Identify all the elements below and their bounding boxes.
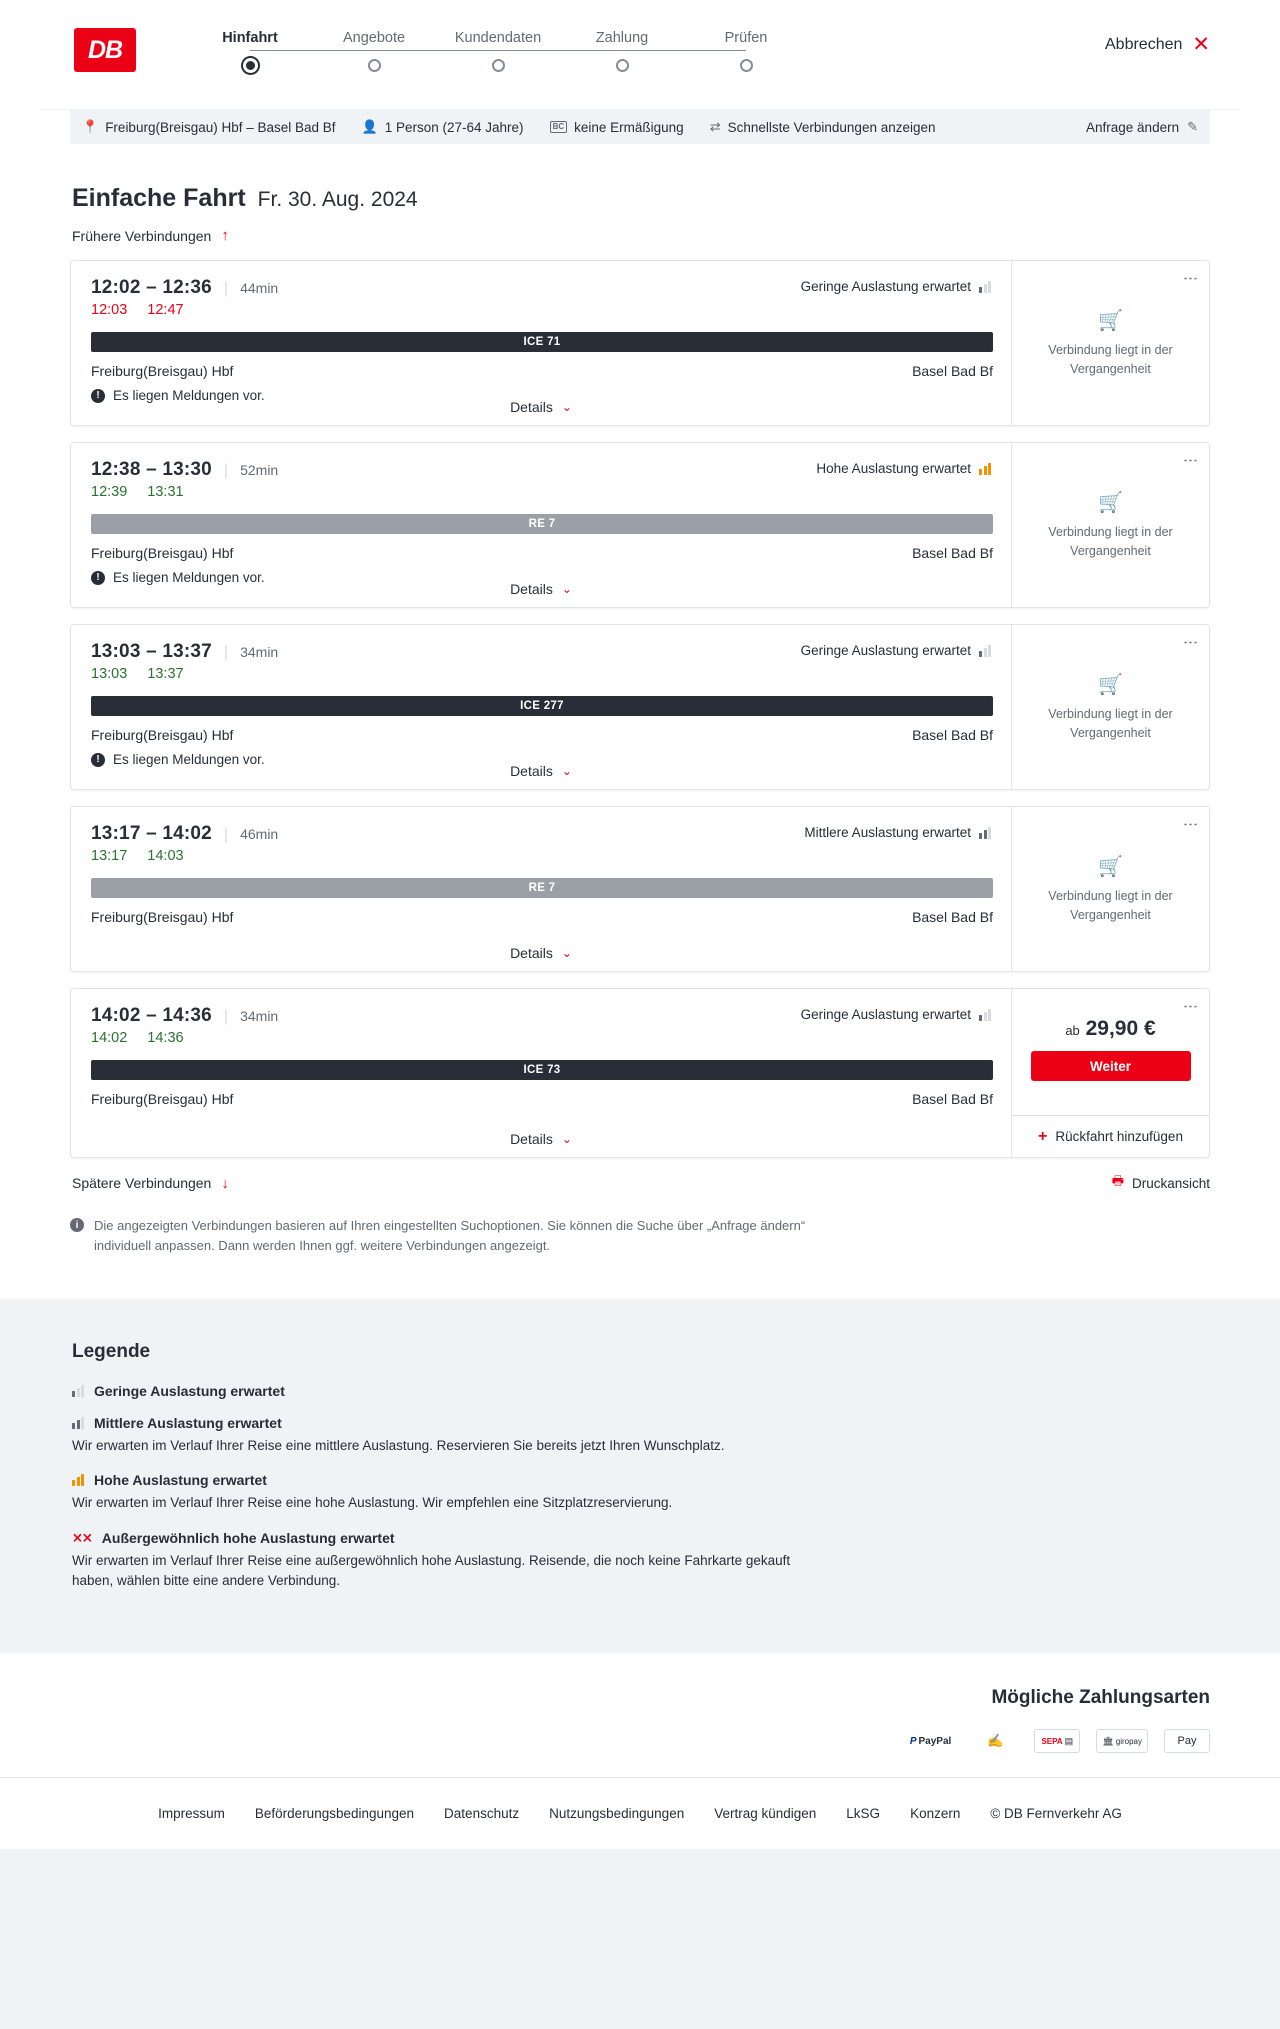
past-connection-notice — [1024, 490, 1197, 559]
connection-realtime — [91, 1030, 993, 1046]
connection-utilization — [804, 825, 991, 840]
destination-station: Basel Bad Bf — [912, 909, 993, 925]
payment-icon-apple-pay: Pay — [1164, 1729, 1210, 1753]
summary-route[interactable] — [82, 119, 336, 135]
offer-price: ab 29,90 € — [1065, 1017, 1156, 1040]
step-dot — [368, 59, 381, 72]
connection-stations — [91, 909, 993, 925]
summary-sort-label: Schnellste Verbindungen anzeigen — [727, 119, 936, 135]
train-line-badge[interactable]: RE 7 — [91, 878, 993, 898]
legend-item-label: Mittlere Auslastung erwartet — [94, 1415, 282, 1431]
summary-passengers-label: 1 Person (27-64 Jahre) — [384, 119, 524, 135]
edit-request-button[interactable] — [1086, 119, 1198, 135]
step-label: Kundendaten — [454, 30, 542, 46]
cancel-label: Abbrechen — [1105, 35, 1183, 53]
connection-details — [71, 807, 1011, 971]
step-label: Hinfahrt — [222, 30, 278, 46]
connection-offer — [1011, 989, 1209, 1157]
legend-item-head — [72, 1472, 1210, 1488]
later-label: Spätere Verbindungen — [72, 1175, 212, 1191]
utilization-icon — [72, 1385, 84, 1397]
edit-request-label: Anfrage ändern — [1086, 119, 1180, 135]
footer-copyright: © DB Fernverkehr AG — [990, 1806, 1122, 1821]
search-summary-bar — [70, 110, 1210, 144]
details-toggle[interactable] — [71, 581, 1011, 597]
later-connections-button[interactable] — [70, 1175, 229, 1192]
legend-item-desc: Wir erwarten im Verlauf Ihrer Reise eine hohe Auslastung. Wir empfehlen eine Sitzplatzreservierung. — [72, 1495, 673, 1511]
list-footer-row — [70, 1172, 1210, 1194]
notice-label: Es liegen Meldungen vor. — [113, 570, 265, 585]
cancel-button[interactable] — [1105, 34, 1210, 55]
page-title-date: Fr. 30. Aug. 2024 — [257, 188, 418, 211]
realtime-arrival: 13:37 — [147, 666, 184, 682]
connection-details — [71, 261, 1011, 425]
details-toggle[interactable] — [71, 945, 1011, 961]
connection-utilization — [801, 643, 991, 658]
footer-link-impressum[interactable]: Impressum — [158, 1806, 225, 1821]
realtime-arrival: 13:31 — [147, 484, 184, 500]
connection-offer — [1011, 625, 1209, 789]
cart-icon: 🛒 — [1098, 310, 1123, 333]
connection-realtime — [91, 848, 993, 864]
close-icon: ✕ — [1192, 33, 1210, 56]
connection-duration: 44min — [240, 280, 279, 296]
alert-icon: ! — [91, 571, 105, 585]
realtime-departure: 12:39 — [91, 484, 128, 500]
origin-station: Freiburg(Breisgau) Hbf — [91, 909, 234, 925]
realtime-departure: 14:02 — [91, 1030, 128, 1046]
legend-item-label: Außergewöhnlich hohe Auslastung erwartet — [101, 1529, 395, 1546]
legend-item — [70, 1415, 1210, 1456]
details-label: Details — [510, 399, 553, 415]
connection-card[interactable] — [70, 806, 1210, 972]
connection-card[interactable] — [70, 442, 1210, 608]
legend-item-head — [72, 1415, 1210, 1431]
continue-button[interactable]: Weiter — [1031, 1051, 1191, 1081]
utilization-icon — [979, 463, 991, 475]
connection-utilization — [801, 279, 991, 294]
step-dot — [492, 59, 505, 72]
connection-duration: 34min — [240, 644, 279, 660]
search-options-info — [70, 1216, 830, 1299]
legend-items — [70, 1383, 1210, 1591]
pencil-icon: ✎ — [1187, 119, 1198, 134]
connection-offer — [1011, 443, 1209, 607]
past-connection-label: Verbindung liegt in der Vergangenheit — [1048, 707, 1173, 740]
utilization-icon — [979, 281, 991, 293]
details-toggle[interactable] — [71, 399, 1011, 415]
connection-card[interactable] — [70, 988, 1210, 1158]
origin-station: Freiburg(Breisgau) Hbf — [91, 545, 234, 561]
connection-details — [71, 625, 1011, 789]
utilization-icon — [72, 1417, 84, 1429]
realtime-departure: 13:03 — [91, 666, 128, 682]
destination-station: Basel Bad Bf — [912, 727, 993, 743]
chevron-down-icon: ⌄ — [561, 1132, 572, 1146]
legend-section — [0, 1299, 1280, 1653]
page-title-text: Einfache Fahrt — [72, 184, 246, 212]
connection-details — [71, 443, 1011, 607]
footer-link-datenschutz[interactable]: Datenschutz — [444, 1806, 520, 1821]
chevron-down-icon: ⌄ — [561, 400, 572, 414]
details-label: Details — [510, 945, 553, 961]
notice-label: Es liegen Meldungen vor. — [113, 388, 265, 403]
realtime-arrival: 12:47 — [147, 302, 184, 318]
connection-card[interactable] — [70, 624, 1210, 790]
earlier-connections-button[interactable] — [70, 227, 1210, 244]
page-title — [70, 184, 1210, 213]
legend-item — [70, 1383, 1210, 1399]
more-options-icon[interactable]: ⋮ — [1182, 999, 1199, 1014]
alert-icon: ! — [91, 389, 105, 403]
utilization-xhigh-icon: ⨯⨯ — [72, 1529, 92, 1545]
connection-time-range: 14:02 – 14:36 — [91, 1005, 212, 1026]
print-view-button[interactable] — [1112, 1172, 1210, 1194]
details-label: Details — [510, 763, 553, 779]
connection-realtime — [91, 484, 993, 500]
destination-station: Basel Bad Bf — [912, 363, 993, 379]
legend-item — [70, 1530, 1210, 1592]
cart-icon: 🛒 — [1098, 674, 1123, 697]
legend-item-label: Geringe Auslastung erwartet — [94, 1383, 285, 1399]
step-zahlung[interactable] — [560, 30, 684, 72]
connection-offer — [1011, 807, 1209, 971]
page-footer — [0, 1777, 1280, 1849]
payments-title: Mögliche Zahlungsarten — [991, 1687, 1210, 1708]
db-logo[interactable] — [74, 28, 136, 72]
connection-duration: 46min — [240, 826, 279, 842]
more-options-icon[interactable]: ⋮ — [1182, 453, 1199, 468]
utilization-label: Geringe Auslastung erwartet — [800, 643, 971, 658]
earlier-label: Frühere Verbindungen — [72, 227, 212, 244]
step-dot — [740, 59, 753, 72]
header-bar — [40, 0, 1240, 110]
progress-stepper — [188, 30, 808, 72]
past-connection-label: Verbindung liegt in der Vergangenheit — [1048, 343, 1173, 376]
chevron-down-icon: ⌄ — [561, 946, 572, 960]
past-connection-label: Verbindung liegt in der Vergangenheit — [1048, 525, 1173, 558]
step-dot — [616, 59, 629, 72]
realtime-departure: 13:17 — [91, 848, 128, 864]
summary-discount-label: keine Ermäßigung — [574, 119, 684, 135]
connection-duration: 34min — [240, 1008, 279, 1024]
add-return-label: Rückfahrt hinzufügen — [1055, 1129, 1183, 1144]
payment-icon-sepa: SEPA ▤ — [1034, 1729, 1080, 1753]
connection-details — [71, 989, 1011, 1157]
payment-icon-paypal: P PayPal — [905, 1729, 956, 1753]
origin-station: Freiburg(Breisgau) Hbf — [91, 727, 234, 743]
train-line-badge[interactable]: ICE 71 — [91, 332, 993, 352]
bahncard-icon: BC — [550, 121, 568, 133]
legend-item-head — [72, 1530, 1210, 1546]
payment-icon-lastschrift: ✍ — [972, 1729, 1018, 1753]
footer-link-beförderungsbedingungen[interactable]: Beförderungsbedingungen — [254, 1806, 415, 1821]
connection-stations — [91, 545, 993, 561]
origin-station: Freiburg(Breisgau) Hbf — [91, 1091, 234, 1107]
arrow-up-icon: ↑ — [221, 227, 229, 244]
destination-station: Basel Bad Bf — [912, 545, 993, 561]
connection-time-range: 12:02 – 12:36 — [91, 277, 212, 298]
legend-item — [70, 1472, 1210, 1513]
step-hinfahrt[interactable] — [188, 30, 312, 70]
past-connection-notice — [1024, 672, 1197, 741]
legend-item-desc: Wir erwarten im Verlauf Ihrer Reise eine mittlere Auslastung. Reservieren Sie bereits jetzt Ihren Wunschplatz. — [72, 1438, 725, 1453]
cart-icon: 🛒 — [1098, 856, 1123, 879]
details-label: Details — [510, 581, 553, 597]
step-angebote[interactable] — [312, 30, 436, 72]
printer-icon: 🖶 — [1111, 1173, 1124, 1188]
connection-list — [70, 260, 1210, 1158]
details-label: Details — [510, 1131, 553, 1147]
chevron-down-icon: ⌄ — [561, 764, 572, 778]
info-icon: i — [70, 1218, 84, 1232]
more-options-icon[interactable]: ⋮ — [1182, 817, 1199, 832]
utilization-icon — [979, 1009, 991, 1021]
utilization-label: Hohe Auslastung erwartet — [816, 461, 971, 476]
summary-sort[interactable] — [710, 119, 936, 135]
legend-title: Legende — [72, 1341, 151, 1362]
divider: | — [223, 462, 229, 479]
connection-realtime — [91, 666, 993, 682]
divider: | — [223, 280, 229, 297]
step-label: Zahlung — [595, 30, 649, 46]
divider: | — [223, 644, 229, 661]
train-line-badge[interactable]: ICE 73 — [91, 1060, 993, 1080]
divider: | — [223, 1008, 229, 1025]
train-line-badge[interactable]: RE 7 — [91, 514, 993, 534]
details-toggle[interactable] — [71, 1131, 1011, 1147]
connection-stations — [91, 727, 993, 743]
destination-station: Basel Bad Bf — [912, 1091, 993, 1107]
cart-icon: 🛒 — [1098, 492, 1123, 515]
connection-card[interactable] — [70, 260, 1210, 426]
connection-stations — [91, 363, 993, 379]
location-pin-icon: 📍 — [82, 119, 99, 134]
connection-realtime — [91, 302, 993, 318]
realtime-arrival: 14:36 — [147, 1030, 184, 1046]
train-line-badge[interactable]: ICE 277 — [91, 696, 993, 716]
connection-duration: 52min — [240, 462, 279, 478]
add-return-trip-button[interactable] — [1012, 1115, 1209, 1157]
realtime-departure: 12:03 — [91, 302, 128, 318]
main-content — [70, 144, 1210, 1299]
person-icon: 👤 — [361, 119, 378, 134]
db-logo-text: DB — [87, 35, 123, 64]
sort-icon: ⇄ — [709, 119, 721, 134]
chevron-down-icon: ⌄ — [561, 582, 572, 596]
connection-utilization — [816, 461, 991, 476]
utilization-icon — [979, 645, 991, 657]
connection-time-range: 13:03 – 13:37 — [91, 641, 212, 662]
footer-link-konzern[interactable]: Konzern — [910, 1806, 961, 1821]
arrow-down-icon: ↓ — [221, 1174, 229, 1192]
payment-icon-giropay: 🏛 giropay — [1096, 1729, 1148, 1753]
payment-method-icons — [70, 1729, 1210, 1753]
summary-passengers[interactable] — [362, 119, 524, 135]
connection-time-range: 12:38 – 13:30 — [91, 459, 212, 480]
legend-item-label: Hohe Auslastung erwartet — [94, 1472, 267, 1489]
price-prefix: ab — [1065, 1023, 1080, 1038]
utilization-label: Geringe Auslastung erwartet — [800, 279, 971, 294]
footer-link-lksg[interactable]: LkSG — [846, 1806, 881, 1821]
footer-link-nutzungsbedingungen[interactable]: Nutzungsbedingungen — [549, 1806, 685, 1821]
utilization-icon — [979, 827, 991, 839]
more-options-icon[interactable]: ⋮ — [1182, 271, 1199, 286]
notice-label: Es liegen Meldungen vor. — [113, 752, 265, 767]
step-kundendaten[interactable] — [436, 30, 560, 72]
utilization-icon — [72, 1474, 84, 1486]
footer-link-vertrag-kündigen[interactable]: Vertrag kündigen — [714, 1806, 817, 1821]
connection-time-range: 13:17 – 14:02 — [91, 823, 212, 844]
connection-stations — [91, 1091, 993, 1107]
realtime-arrival: 14:03 — [147, 848, 184, 864]
search-options-info-text: Die angezeigten Verbindungen basieren auf Ihren eingestellten Suchoptionen. Sie können die Suche über „Anfrage ändern“ individuell anpassen. Dann werden Ihnen ggf. weitere Verbindungen angezeigt. — [94, 1218, 806, 1253]
legend-item-desc: Wir erwarten im Verlauf Ihrer Reise eine außergewöhnlich hohe Auslastung. Reisende, die noch keine Fahrkarte gekauft haben, wählen bitte eine andere Verbindung. — [72, 1552, 791, 1588]
past-connection-label: Verbindung liegt in der Vergangenheit — [1048, 889, 1173, 922]
details-toggle[interactable] — [71, 763, 1011, 779]
utilization-label: Geringe Auslastung erwartet — [800, 1007, 971, 1022]
step-label: Prüfen — [724, 30, 768, 46]
connection-offer — [1011, 261, 1209, 425]
alert-icon: ! — [91, 753, 105, 767]
past-connection-notice — [1024, 308, 1197, 377]
connection-utilization — [801, 1007, 991, 1022]
print-label: Druckansicht — [1131, 1175, 1210, 1191]
more-options-icon[interactable]: ⋮ — [1182, 635, 1199, 650]
origin-station: Freiburg(Breisgau) Hbf — [91, 363, 234, 379]
payments-section — [0, 1653, 1280, 1777]
plus-icon: + — [1038, 1127, 1048, 1145]
legend-item-head — [72, 1383, 1210, 1399]
utilization-label: Mittlere Auslastung erwartet — [804, 825, 971, 840]
divider: | — [223, 826, 229, 843]
summary-route-label: Freiburg(Breisgau) Hbf – Basel Bad Bf — [105, 119, 336, 135]
summary-discount[interactable] — [550, 120, 684, 135]
step-prüfen[interactable] — [684, 30, 808, 72]
step-dot — [246, 61, 255, 70]
past-connection-notice — [1024, 854, 1197, 923]
step-label: Angebote — [342, 30, 406, 46]
